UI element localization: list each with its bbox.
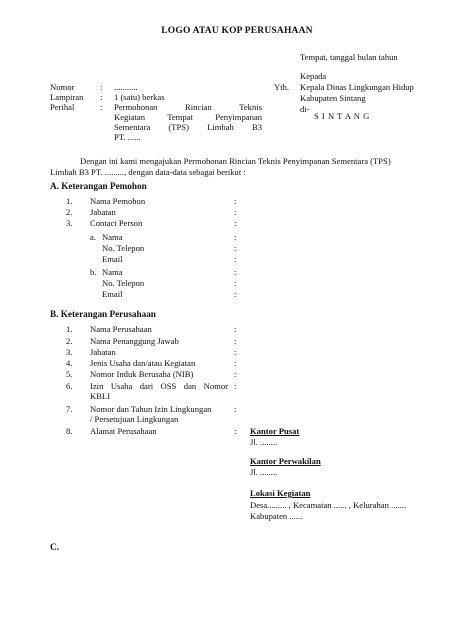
b4-colon: : — [234, 358, 237, 368]
contact-a-email-colon: : — [234, 254, 237, 264]
addressee-line1: Kepala Dinas Lingkungan Hidup — [300, 82, 414, 92]
kantor-pusat-value: Jl. ........ — [250, 437, 278, 447]
contact-a-telepon: No. Telepon — [102, 243, 145, 253]
b1-label: Nama Perusahaan — [90, 324, 152, 334]
b8-label: Alamat Perusahaan — [90, 426, 157, 436]
b2-num: 2. — [66, 336, 73, 346]
b4-label: Jenis Usaha dan/atau Kegiatan — [90, 358, 196, 368]
kantor-pusat-heading: Kantor Pusat — [250, 426, 300, 436]
addressee-yth: Yth. — [274, 82, 290, 92]
contact-b-telepon-colon: : — [234, 278, 237, 288]
contact-b-nama-colon: : — [234, 267, 237, 277]
b2-label: Nama Penanggung Jawab — [90, 336, 179, 346]
contact-a-letter: a. — [90, 232, 96, 242]
contact-b-nama: Nama — [102, 267, 123, 277]
contact-b-email: Email — [102, 289, 123, 299]
b8-colon: : — [234, 426, 237, 436]
a1-colon: : — [234, 196, 237, 206]
perihal-line4: PT. ...... — [114, 132, 141, 142]
section-a-heading: A. Keterangan Pemohon — [50, 181, 147, 191]
b2-colon: : — [234, 336, 237, 346]
lampiran-colon: : — [100, 92, 103, 102]
a1-num: 1. — [66, 196, 73, 206]
perihal-colon: : — [100, 102, 103, 112]
contact-b-email-colon: : — [234, 289, 237, 299]
nomor-label: Nomor — [50, 82, 75, 92]
perihal-line2: Kegiatan Tempat Penyimpanan — [114, 112, 262, 122]
nomor-colon: : — [100, 82, 103, 92]
lokasi-line2: Kabupaten ...... — [250, 511, 303, 521]
b8-num: 8. — [66, 426, 73, 436]
b3-colon: : — [234, 347, 237, 357]
b6-num: 6. — [66, 381, 73, 391]
b7-label: Nomor dan Tahun Izin Lingkungan — [90, 404, 212, 414]
b1-colon: : — [234, 324, 237, 334]
a3-label: Contact Person — [90, 218, 143, 228]
a2-label: Jabatan — [90, 207, 116, 217]
b7-num: 7. — [66, 404, 73, 414]
b3-num: 3. — [66, 347, 73, 357]
b7-label2: / Persetujuan Lingkungan — [90, 414, 179, 424]
nomor-value: ........... — [114, 82, 138, 92]
kantor-perwakilan-value: Jl. ........ — [250, 467, 278, 477]
perihal-line1: Permohonan Rincian Teknis — [114, 102, 262, 112]
addressee-line2: Kabupaten Sintang — [300, 93, 366, 103]
b7-colon: : — [234, 404, 237, 414]
b1-num: 1. — [66, 324, 73, 334]
a3-num: 3. — [66, 218, 73, 228]
lampiran-label: Lampiran — [50, 92, 84, 102]
b6-colon: : — [234, 381, 237, 391]
addressee-line3: di- — [300, 104, 310, 114]
a2-num: 2. — [66, 207, 73, 217]
lokasi-kegiatan-heading: Lokasi Kegiatan — [250, 488, 311, 498]
b6-label2: KBLI — [90, 391, 111, 401]
a2-colon: : — [234, 207, 237, 217]
a1-label: Nama Pemohon — [90, 196, 146, 206]
addressee-city: S I N T A N G — [314, 111, 370, 121]
perihal-line3: Sementara (TPS) Limbah B3 — [114, 122, 262, 132]
kantor-perwakilan-heading: Kantor Perwakilan — [250, 456, 321, 466]
a3-colon: : — [234, 218, 237, 228]
perihal-label: Perihal — [50, 102, 75, 112]
b4-num: 4. — [66, 358, 73, 368]
b3-label: Jabatan — [90, 347, 116, 357]
section-b-heading: B. Keterangan Perusahaan — [50, 309, 156, 319]
place-date: Tempat, tanggal bulan tahun — [300, 52, 398, 62]
b5-num: 5. — [66, 369, 73, 379]
lokasi-line1: Desa......... , Kecamatan ...... , Kelurahan ....... — [250, 500, 407, 510]
contact-a-nama-colon: : — [234, 232, 237, 242]
b5-colon: : — [234, 369, 237, 379]
contact-b-letter: b. — [90, 267, 97, 277]
lampiran-value: 1 (satu) berkas — [114, 92, 165, 102]
section-c-heading: C. — [50, 542, 59, 552]
letterhead-title: LOGO ATAU KOP PERUSAHAAN — [161, 26, 313, 36]
contact-a-telepon-colon: : — [234, 243, 237, 253]
intro-line2: Limbah B3 PT. ........., dengan data-data sebagai berikut : — [50, 167, 246, 177]
b6-label: Izin Usaha dari OSS dan Nomor — [90, 381, 228, 391]
intro-line1: Dengan ini kami mengajukan Permohonan Rincian Teknis Penyimpanan Sementara (TPS) — [80, 156, 391, 166]
contact-a-email: Email — [102, 254, 123, 264]
addressee-kepada: Kepada — [300, 71, 327, 81]
contact-a-nama: Nama — [102, 232, 123, 242]
contact-b-telepon: No. Telepon — [102, 278, 145, 288]
b5-label: Nomor Induk Berusaha (NIB) — [90, 369, 194, 379]
